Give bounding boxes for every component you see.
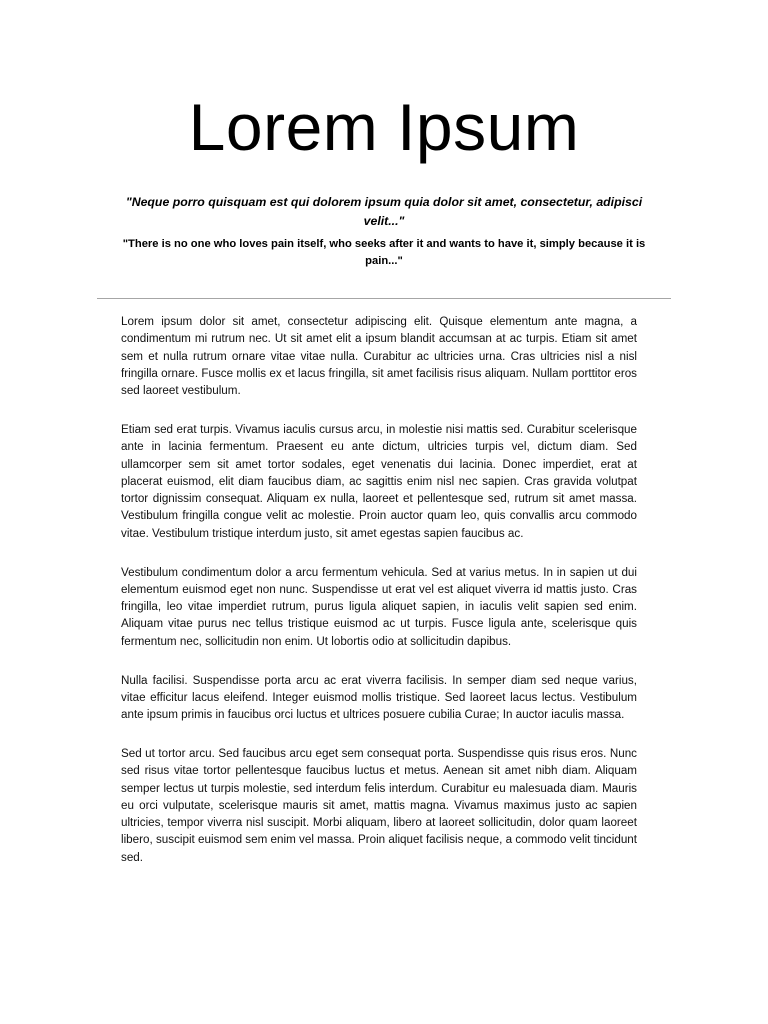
english-quote: "There is no one who loves pain itself, who seeks after it and wants to have it, simply because it is pain..." <box>122 238 646 267</box>
paragraph-3: Vestibulum condimentum dolor a arcu fermentum vehicula. Sed at varius metus. In in sapien ut dui elementum euismod eget non nunc. Suspendisse ut erat vel est aliquet viverra id mattis justo. Cras fringilla, leo vitae imperdiet rutrum, purus ligula aliquet sapien, in iaculis velit sapien sed enim. Aliquam vitae purus nec tellus tristique euismod ac ut turpis. Fusce ligula ante, scelerisque quis fermentum nec, sollicitudin non enim. Ut lobortis odio at sollicitudin dapibus. <box>121 565 637 648</box>
paragraph-5: Sed ut tortor arcu. Sed faucibus arcu eget sem consequat porta. Suspendisse quis risus eros. Nunc sed risus vitae tortor pellentesque faucibus luctus et metus. Aenean sit amet nibh diam. Aliquam semper lectus ut turpis molestie, sed interdum felis interdum. Curabitur eu malesuada diam. Mauris eu orci vulputate, scelerisque mauris sit amet, mattis magna. Vivamus maximus justo ac sapien ultricies, tempor viverra nisl suscipit. Morbi aliquam, libero at laoreet sollicitudin, dolor quam laoreet libero, suscipit euismod sem enim vel massa. Proin aliquet facilisis neque, a commodo velit tincidunt sed. <box>121 746 637 864</box>
body-text <box>121 313 637 888</box>
paragraph-1: Lorem ipsum dolor sit amet, consectetur adipiscing elit. Quisque elementum ante magna, a condimentum mi rutrum nec. Ut sit amet elit a ipsum blandit accumsan at ac turpis. Etiam sit amet sem et nulla rutrum ornare vitae vitae nulla. Curabitur ac ultricies urna. Cras ultricies nisl a nisl fringilla ornare. Fusce mollis ex et lacus fringilla, sit amet facilisis risus aliquam. Nullam porttitor eros sed laoreet vestibulum. <box>121 315 637 398</box>
paragraph-2: Etiam sed erat turpis. Vivamus iaculis cursus arcu, in molestie nisi mattis sed. Curabitur scelerisque ante in lacinia fermentum. Praesent eu ante dictum, ultricies turpis vel, dictum diam. Sed ullamcorper sem sit amet tortor sodales, eget venenatis dui lacinia. Donec imperdiet, erat at placerat euismod, elit diam faucibus diam, ac sagittis enim nisl nec sapien. Cras gravida volutpat tortor dignissim consequat. Aliquam ex nulla, laoreet et pellentesque sed, rutrum sit amet massa. Vestibulum fringilla congue velit ac molestie. Proin auctor quam leo, quis convallis arcu commodo vitae. Vestibulum tristique interdum justo, sit amet egestas sapien faucibus ac. <box>121 422 637 540</box>
latin-quote: "Neque porro quisquam est qui dolorem ipsum quia dolor sit amet, consectetur, adipisci velit..." <box>125 195 643 228</box>
horizontal-divider <box>97 298 671 299</box>
document-title: Lorem Ipsum <box>188 90 580 164</box>
paragraph-4: Nulla facilisi. Suspendisse porta arcu ac erat viverra facilisis. In semper diam sed neque varius, vitae efficitur lacus eleifend. Integer euismod mollis tristique. Sed laoreet lacus lectus. Vestibulum ante ipsum primis in faucibus orci luctus et ultrices posuere cubilia Curae; In auctor iaculis massa. <box>121 673 637 722</box>
